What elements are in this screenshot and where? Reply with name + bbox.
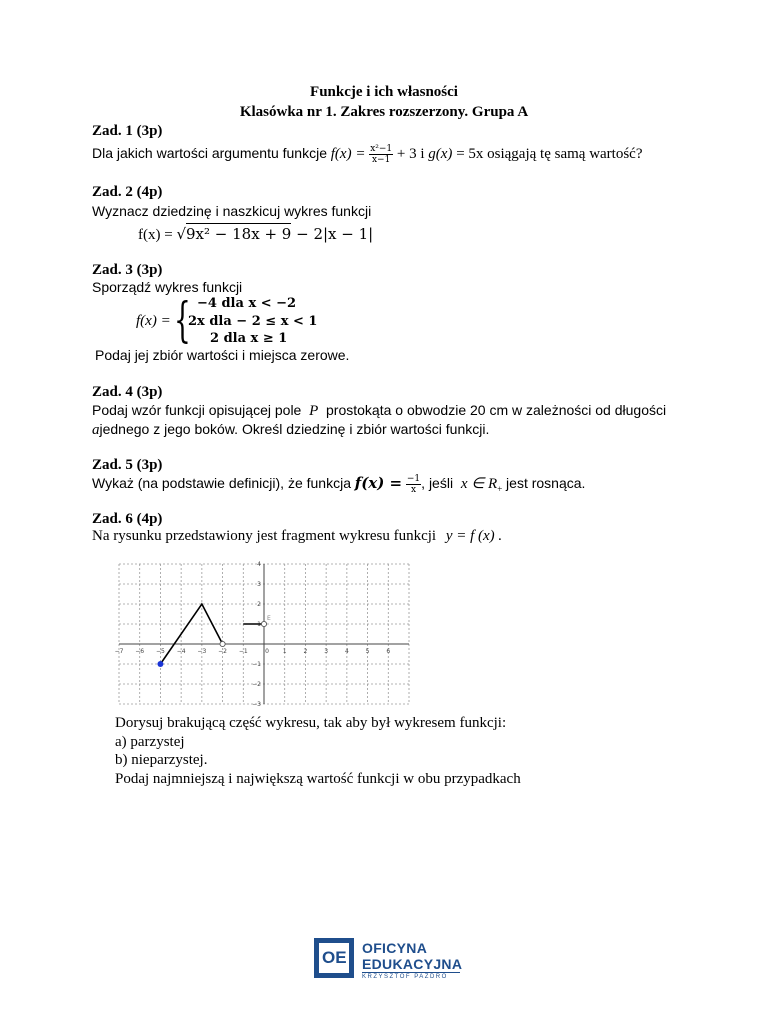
task-4-line-2 [92,421,489,439]
open-point [220,641,225,646]
task-2-formula-prefix: f(x) = [138,227,177,243]
task-2-formula-rest: − 2|x − 1| [291,225,374,243]
y-tick-label: 4 [257,561,261,568]
logo-mark-letters: OE [322,948,347,967]
task-1-f-rest: + 3 i [396,145,425,162]
graph-points [157,615,271,667]
graph-series [160,604,264,664]
x-tick-label: −1 [238,648,248,655]
point-label: E [267,615,271,622]
filled-point [157,661,163,667]
task-1-frac-num: x²−1 [370,144,393,154]
task-1-intro: Dla jakich wartości argumentu funkcje [92,144,327,161]
y-tick-label: 1 [257,621,261,628]
task-5-frac-num: −1 [406,474,421,485]
task-1-text [92,144,643,165]
task-2-text: Wyznacz dziedzinę i naszkicuj wykres funkcji [92,203,372,219]
x-tick-label: 1 [282,648,287,655]
task-1-g-rest: = 5x osiągają tę samą wartość? [456,145,643,162]
task-4-line1-b: prostokąta o obwodzie 20 cm w zależności od długości [326,402,667,418]
task-6-formula: y = f (x) . [445,528,503,544]
task-4-line1-a: Podaj wzór funkcji opisującej pole [92,402,302,418]
logo-rule [362,972,460,973]
task-5-cond-sub: + [497,484,503,494]
task-6-after-3: b) nieparzystej. [115,752,208,768]
x-tick-label: 4 [344,648,349,655]
task-4-var-a: a [92,422,100,438]
logo-line-1: OFICYNA [362,940,428,956]
open-point [261,621,266,626]
task-3-case-2: 2x dla − 2 ≤ x < 1 [188,314,318,329]
x-tick-label: −7 [114,648,124,655]
graph-axes [119,564,409,704]
y-tick-label: −3 [252,701,261,708]
task-6-heading: Zad. 6 (4p) [92,511,163,527]
task-3-case-1: −4 dla x < −2 [197,296,297,311]
x-tick-label: 0 [265,648,269,655]
task-6-after-2: a) parzystej [115,734,185,750]
page-title: Funkcje i ich własności [310,84,458,100]
task-1-g-label: g(x) [428,145,453,162]
page-subtitle: Klasówka nr 1. Zakres rozszerzony. Grupa A [239,104,529,120]
task-5-f-label: f(x) = [354,474,403,492]
task-1-f-label: f(x) = [330,145,366,162]
task-6-intro: Na rysunku przedstawiony jest fragment wykresu funkcji [92,528,437,544]
task-6-after-4: Podaj najmniejszą i największą wartość funkcji w obu przypadkach [115,771,521,787]
task-1-fraction [369,144,393,165]
y-tick-label: 2 [257,601,261,608]
x-tick-label: 6 [386,648,391,655]
y-tick-label: −2 [252,681,261,688]
task-1-frac-den: x−1 [371,155,391,165]
x-tick-label: 3 [324,648,329,655]
task-4-line-1 [92,402,666,420]
task-3-case-3: 2 dla x ≥ 1 [210,331,288,346]
task-3-heading: Zad. 3 (3p) [92,262,163,278]
task-3-after: Podaj jej zbiór wartości i miejsca zerowe. [95,347,350,363]
x-tick-label: −4 [176,648,186,655]
graph-tick-labels [115,561,391,708]
task-6-text [92,528,502,545]
task-5-text-a: Wykaż (na podstawie definicji), że funkcja [92,475,351,491]
x-tick-label: −6 [135,648,145,655]
x-tick-label: 5 [365,648,370,655]
function-segment [160,604,222,664]
task-5-text [92,474,585,495]
task-4-line2-b: jednego z jego boków. Określ dziedzinę i zbiór wartości funkcji. [99,421,490,437]
task-6-after-1: Dorysuj brakującą część wykresu, tak aby był wykresem funkcji: [115,715,507,731]
logo-line-3: KRZYSZTOF PAZDRO [362,974,448,980]
y-tick-label: 3 [257,581,261,588]
x-tick-label: 2 [303,648,308,655]
task-2-heading: Zad. 2 (4p) [92,184,163,200]
task-3-text: Sporządź wykres funkcji [92,279,243,295]
task-5-frac-den: x [410,485,417,496]
x-tick-label: −3 [197,648,207,655]
task-5-text-c: jest rosnąca. [506,475,586,491]
task-2-formula [138,223,373,244]
x-tick-label: −5 [155,648,165,655]
task-5-cond: x ∈ R [460,476,498,492]
task-5-text-b: , jeśli [421,475,454,491]
task-5-fraction [406,474,421,495]
left-brace-icon: { [174,292,191,348]
y-tick-label: −1 [252,661,261,668]
x-tick-label: −2 [218,648,228,655]
task-3-f-label: f(x) = [136,313,171,329]
task-4-heading: Zad. 4 (3p) [92,384,163,400]
sqrt-symbol: √ [176,225,187,243]
task-5-heading: Zad. 5 (3p) [92,457,163,473]
logo-line-2: EDUKACYJNA [362,956,463,972]
function-graph [113,558,413,708]
task-2-radicand: 9x² − 18x + 9 [186,225,292,243]
task-1-heading: Zad. 1 (3p) [92,123,163,139]
task-4-var-p: P [309,403,319,419]
